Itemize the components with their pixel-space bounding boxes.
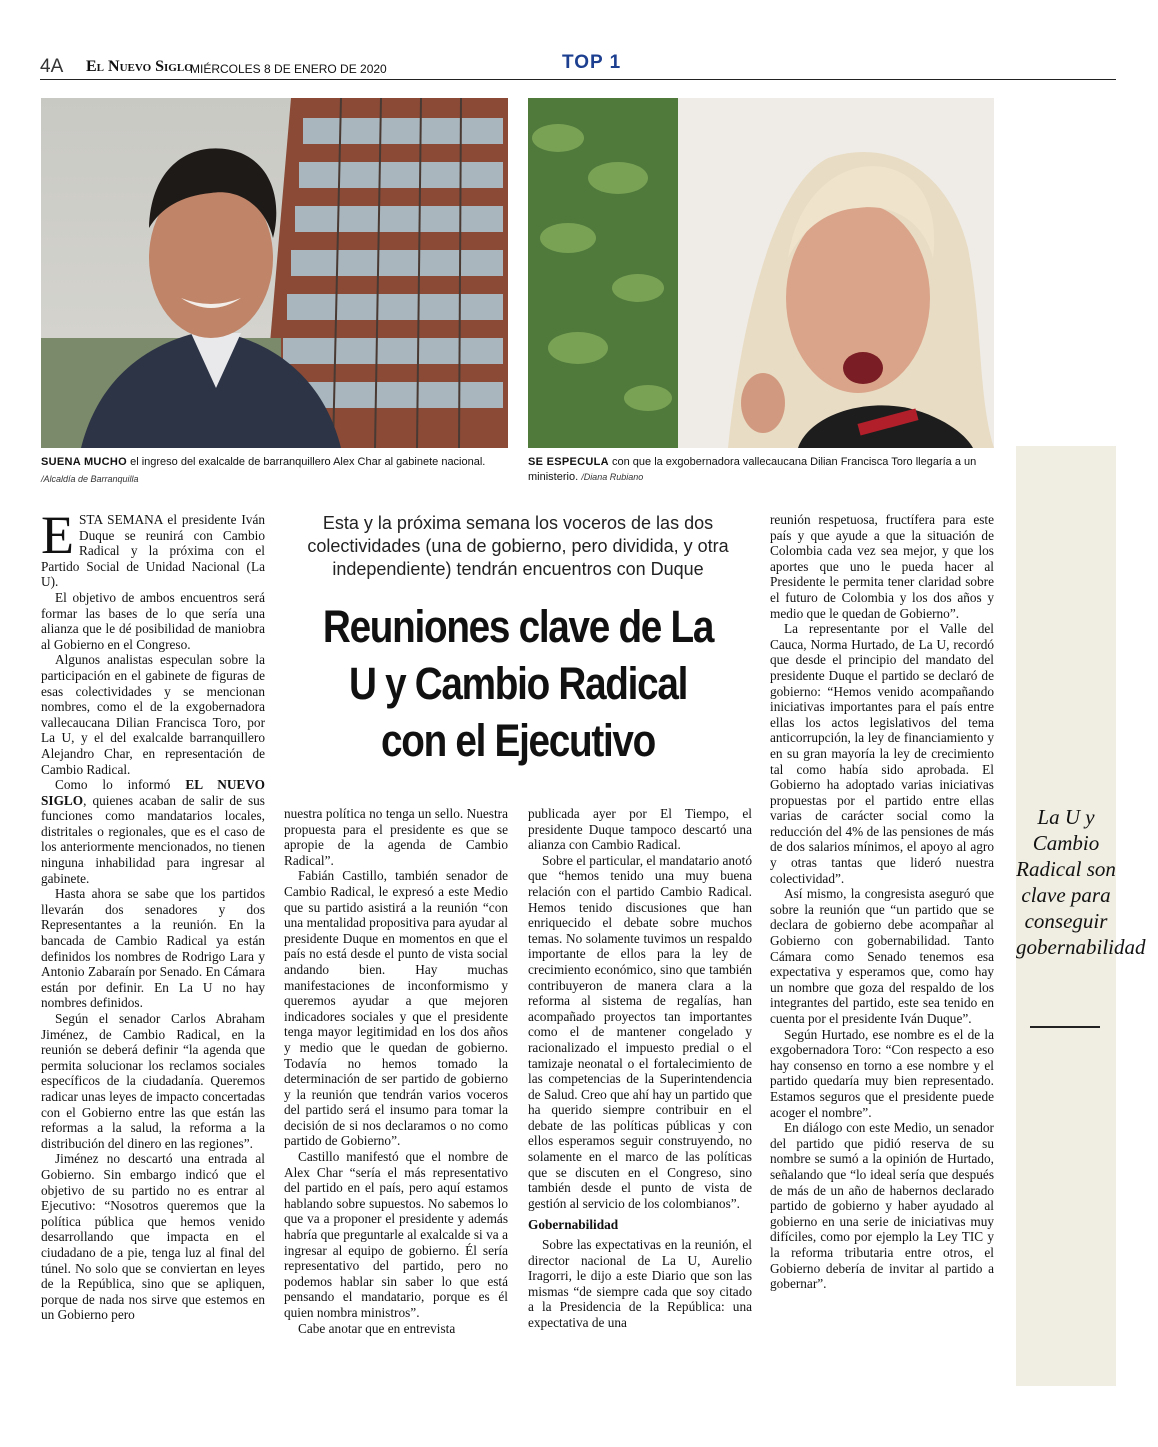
header-rule <box>40 79 1116 80</box>
article-column-4 <box>770 512 994 1292</box>
column-2-paragraph: nuestra política no tenga un sello. Nuestra propuesta para el presidente es que se apropie de la agenda de Cambio Radical”. <box>284 806 508 868</box>
column-1-paragraph: Hasta ahora se sabe que los partidos llevarán dos senadores y dos Representantes a la reunión. En la bancada de Cambio Radical ya están definidos los nombres de Rodrigo Lara y Antonio Zabaraín por Senado. En Cámara están por definir. En La U no hay nombres definidos. <box>41 886 265 1011</box>
column-4-paragraph: En diálogo con este Medio, un senador del partido que pidió reserva de su nombre se sumó a la opinión de Hurtado, señalando que “lo ideal sería que después de más de un año de habernos declarado partido de gobierno y haber ayudado al gobierno en una serie de iniciativas muy difíciles, como por ejemplo la Ley TIC y la reforma tributaria entre otros, el Gobierno debería de invitar al partido a gobernar”. <box>770 1120 994 1292</box>
caption-left-lead: SUENA MUCHO <box>41 456 128 468</box>
article-column-1 <box>41 505 265 1323</box>
photo-dilian-toro <box>528 98 994 448</box>
column-1-paragraph: Según el senador Carlos Abraham Jiménez, de Cambio Radical, en la reunión se deberá definir “la agenda que permita solucionar los reclamos sociales específicos de la ciudadanía. Queremos radicar unas leyes de impacto concertadas con el Gobierno entre las que están las reformas a la salud, la reforma a la distribución del dinero en las regiones”. <box>41 1011 265 1151</box>
caption-right <box>528 455 988 485</box>
column-4-paragraph: reunión respetuosa, fructífera para este país y que ayude a que la situación de Colombia cada vez sea mejor, y que los aportes que uno le pueda hacer al Presidente le permita tener claridad sobre el futuro de Colombia y los dos años y medio que le quedan de Gobierno”. <box>770 512 994 621</box>
newspaper-mention: EL NUEVO SIGLO <box>41 777 265 808</box>
newspaper-name: El Nuevo Siglo <box>86 58 193 75</box>
caption-right-lead: SE ESPECULA <box>528 456 609 468</box>
column-3-paragraph: Sobre las expectativas en la reunión, el director nacional de La U, Aurelio Iragorri, le dijo a este Diario que son las mismas “de siempre cada que soy citado a la Presidencia de la República: una expectativa de una <box>528 1237 752 1330</box>
sidebar-quote: La U y Cambio Radical son clave para conseguir gobernabilidad <box>1016 805 1146 959</box>
column-4-paragraph: La representante por el Valle del Cauca, Norma Hurtado, de La U, recordó que desde el principio del mandato del presidente Duque el partido se declaró de gobierno: “Hemos venido acompañando iniciativas importantes para el país entre ellas los actos legislativos del tema anticorrupción, la ley de financiamiento y en su gran mayoría la ley de crecimiento tal como había sido aprobada. El Gobierno ha adoptado varias iniciativas propuestas por el partido entre ellas varias de carácter social como la reducción del 4% de las pensiones de más de dos salarios mínimos, el apoyo al agro y otras tantas que lideró nuestra colectividad”. <box>770 621 994 886</box>
credit-left: /Alcaldía de Barranquilla <box>41 474 139 484</box>
article-headline: Reuniones clave de La U y Cambio Radical con el Ejecutivo <box>322 601 714 766</box>
credit-right: /Diana Rubiano <box>581 472 644 482</box>
section-label: TOP 1 <box>562 52 622 73</box>
article-column-2 <box>284 806 508 1336</box>
page-number: 4A <box>40 56 64 77</box>
column-4-paragraph: Según Hurtado, ese nombre es el de la exgobernadora Toro: “Con respecto a eso hay consenso en torno a ese nombre y el partido quedaría muy bien representado. Estamos seguros que el presidente puede acoger el nombre”. <box>770 1026 994 1120</box>
caption-left <box>41 455 508 470</box>
column-2-paragraph: Fabián Castillo, también senador de Cambio Radical, le expresó a este Medio que su partido asistirá a la reunión “con una mentalidad propositiva para ayudar al presidente Duque en momentos en que el país no está desde el punto de vista social andando bien. Hay muchas manifestaciones de inconformismo y queremos ayudar a que mejoren indicadores sociales y que el presidente tenga mayor legitimidad en los dos años y medio que le quedan de gobierno. Todavía no hemos tomado la determinación de ser partido de gobierno y la reunión que tendrán varios voceros del partido será el insumo para tomar la decisión de si nos declaramos o no como partido de Gobierno”. <box>284 868 508 1149</box>
dropcap: E <box>41 505 74 565</box>
column-1-paragraph: Algunos analistas especulan sobre la participación en el gabinete de figuras de esas colectividades y se mencionan nombres, como el de la exgobernadora vallecaucana Dilian Francisca Toro, por La U, y el del exalcalde barranquillero Alejandro Char, en representación de Cambio Radical. <box>41 652 265 777</box>
column-1-paragraph: El objetivo de ambos encuentros será formar las bases de lo que sería una alianza que le dé posibilidad de maniobra al Gobierno en el Congreso. <box>41 589 265 652</box>
column-2-paragraph: Castillo manifestó que el nombre de Alex Char “sería el más representativo del partido en el país, pero aquí estamos hablando sobre supuestos. No sabemos lo que va a proponer el presidente y además habría que preguntarle al exalcalde si va a ingresar al equipo de gobierno. Él sería representativo del partido, pero no podemos hablar sin saber lo que está pensando el mandatario, porque es él quien nombra ministros”. <box>284 1149 508 1320</box>
column-1-paragraph: ESTA SEMANA el presidente Iván Duque se reunirá con Cambio Radical y la próxima con el Partido Social de Unidad Nacional (La U). <box>41 505 265 590</box>
column-4-paragraph: Así mismo, la congresista aseguró que sobre la reunión que “un partido que se declara de gobierno debe acompañar al Gobierno con gobernabilidad. Tanto Cámara como Senado tenemos esa expectativa y esperamos que, como hay un nombre que goza del respaldo de los integrantes del partido, este sea tenido en cuenta por el presidente Iván Duque”. <box>770 886 994 1026</box>
column-3-paragraph: publicada ayer por El Tiempo, el presidente Duque tampoco descartó una alianza con Cambio Radical. <box>528 806 752 853</box>
subheading-gobernabilidad: Gobernabilidad <box>528 1217 619 1233</box>
article-deck: Esta y la próxima semana los voceros de las dos colectividades (una de gobierno, pero dividida, y otra independiente) tendrán encuentros con Duque <box>307 513 729 579</box>
sidebar-rule <box>1030 1026 1100 1028</box>
column-1-paragraph: Jiménez no descartó una entrada al Gobierno. Sin embargo indicó que el objetivo de su partido no es entrar al Ejecutivo: “Nosotros queremos que la política pública que hemos venido desarrollando que impacta en el ciudadano de a pie, tenga luz al final del túnel. No solo que se conviertan en leyes de la República, sino que se apliquen, porque de nada nos sirve que estemos en un Gobierno pero <box>41 1151 265 1323</box>
column-1-paragraph: Como lo informó EL NUEVO SIGLO, quienes acaban de salir de sus funciones como mandatarios locales, distritales o regionales, que es el caso de los anteriormente mencionados, no tienen ninguna inhabilidad para ingresar al gabinete. <box>41 777 265 886</box>
column-3-paragraph: Sobre el particular, el mandatario anotó que “hemos tenido una muy buena relación con el partido Cambio Radical. Hemos tenido discusiones que han enriquecido el debate sobre muchos temas. No solamente tuvimos un respaldo importante de ellos para la ley de crecimiento económico, sino que también contribuyeron de manera clara a la reforma al sistema de regalías, han acompañado proyectos tan importantes como el de mantener congelado y racionalizado el impuesto predial o el tamizaje neonatal o el fortalecimiento de las competencias de la Superintendencia de Salud. Creo que ahí hay un partido que ha querido siempre contribuir en el debate de las políticas públicas y con ellos esperamos seguir construyendo, no solamente en el marco de las políticas que se discuten en el Congreso, sino también desde el punto de vista de gestión al servicio de los colombianos”. <box>528 852 752 1211</box>
issue-date: MIÉRCOLES 8 DE ENERO DE 2020 <box>190 62 387 76</box>
caption-left-text: el ingreso del exalcalde de barranquillero Alex Char al gabinete nacional. <box>127 456 486 468</box>
column-2-paragraph: Cabe anotar que en entrevista <box>298 1320 456 1336</box>
article-column-3 <box>528 806 752 1331</box>
caption-right-text: con que la exgobernadora vallecaucana Dilian Francisca Toro llegaría a un ministerio. <box>528 456 977 483</box>
photo-alex-char <box>41 98 508 448</box>
